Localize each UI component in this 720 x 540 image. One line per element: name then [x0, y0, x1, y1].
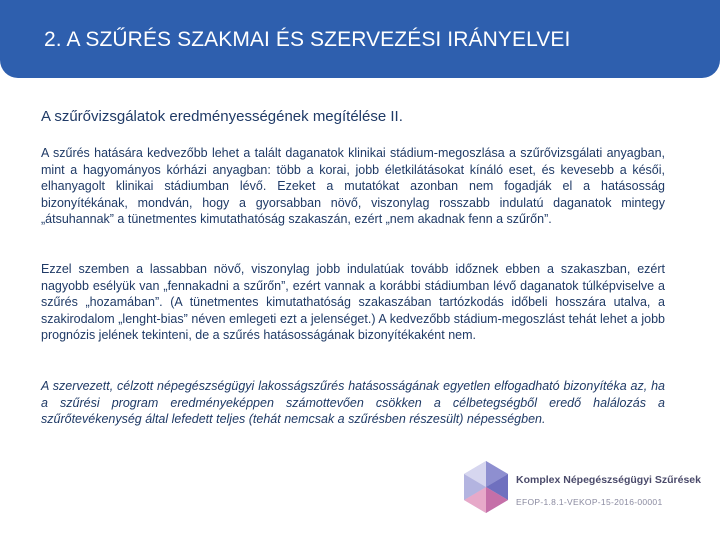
section-subtitle: A szűrővizsgálatok eredményességének megítélése II. — [41, 108, 403, 125]
body-paragraph-1: A szűrés hatására kedvezőbb lehet a talált daganatok klinikai stádium-megoszlása a szűrővizsgálati anyagban, mint a hagyományos kórházi anyagban: több a korai, jobb életkilátásokat kínáló eset, és kevesebb a késői, elhanyagolt klinikai stádiumban lévő. Ezeket a mutatókat azonban nem fogadják el a hatásosság bizonyítékának, mondván, hogy a gyorsabban növő, viszonylag rosszabb indulatú daganatok mintegy „átsuhannak” a tünetmentes kimutathatóság szakaszán, ezért „nem akadnak fenn a szűrőn”. — [41, 146, 665, 226]
page-title: 2. A SZŰRÉS SZAKMAI ÉS SZERVEZÉSI IRÁNYELVEI — [44, 28, 571, 51]
logo-project-code: EFOP-1.8.1-VEKOP-15-2016-00001 — [516, 497, 663, 507]
body-paragraph-3: A szervezett, célzott népegészségügyi lakosságszűrés hatásosságának egyetlen elfogadható bizonyítéka az, ha a szűrési program eredményeképpen számottevően csökken a célbetegségből eredő halálozás a szűrőtevékenység által lefedett teljes (tehát nemcsak a szűrésben részesült) népességben. — [41, 379, 665, 426]
logo-title: Komplex Népegészségügyi Szűrések — [516, 474, 701, 486]
body-paragraph-2: Ezzel szemben a lassabban növő, viszonylag jobb indulatúak tovább időznek ebben a szakaszban, ezért nagyobb esélyük van „fennakadni a szűrőn”, ezért vannak a korábbi stádiumban lévő daganatok túlképviselve a szűrés „hozamában”. (A tünetmentes kimutathatóság szakaszában tartózkodás időbeli hosszára utalva, a szakirodalom „lenght-bias” néven emlegeti ezt a jelenséget.) A kedvezőbb stádium-megoszlást tehát lehet a jobb prognózis jelének tekinteni, de a szűrés hatásosságának bizonyítékaként nem. — [41, 262, 665, 342]
title-banner — [0, 0, 720, 78]
logo-mark-icon — [458, 457, 514, 527]
program-logo — [458, 457, 720, 527]
